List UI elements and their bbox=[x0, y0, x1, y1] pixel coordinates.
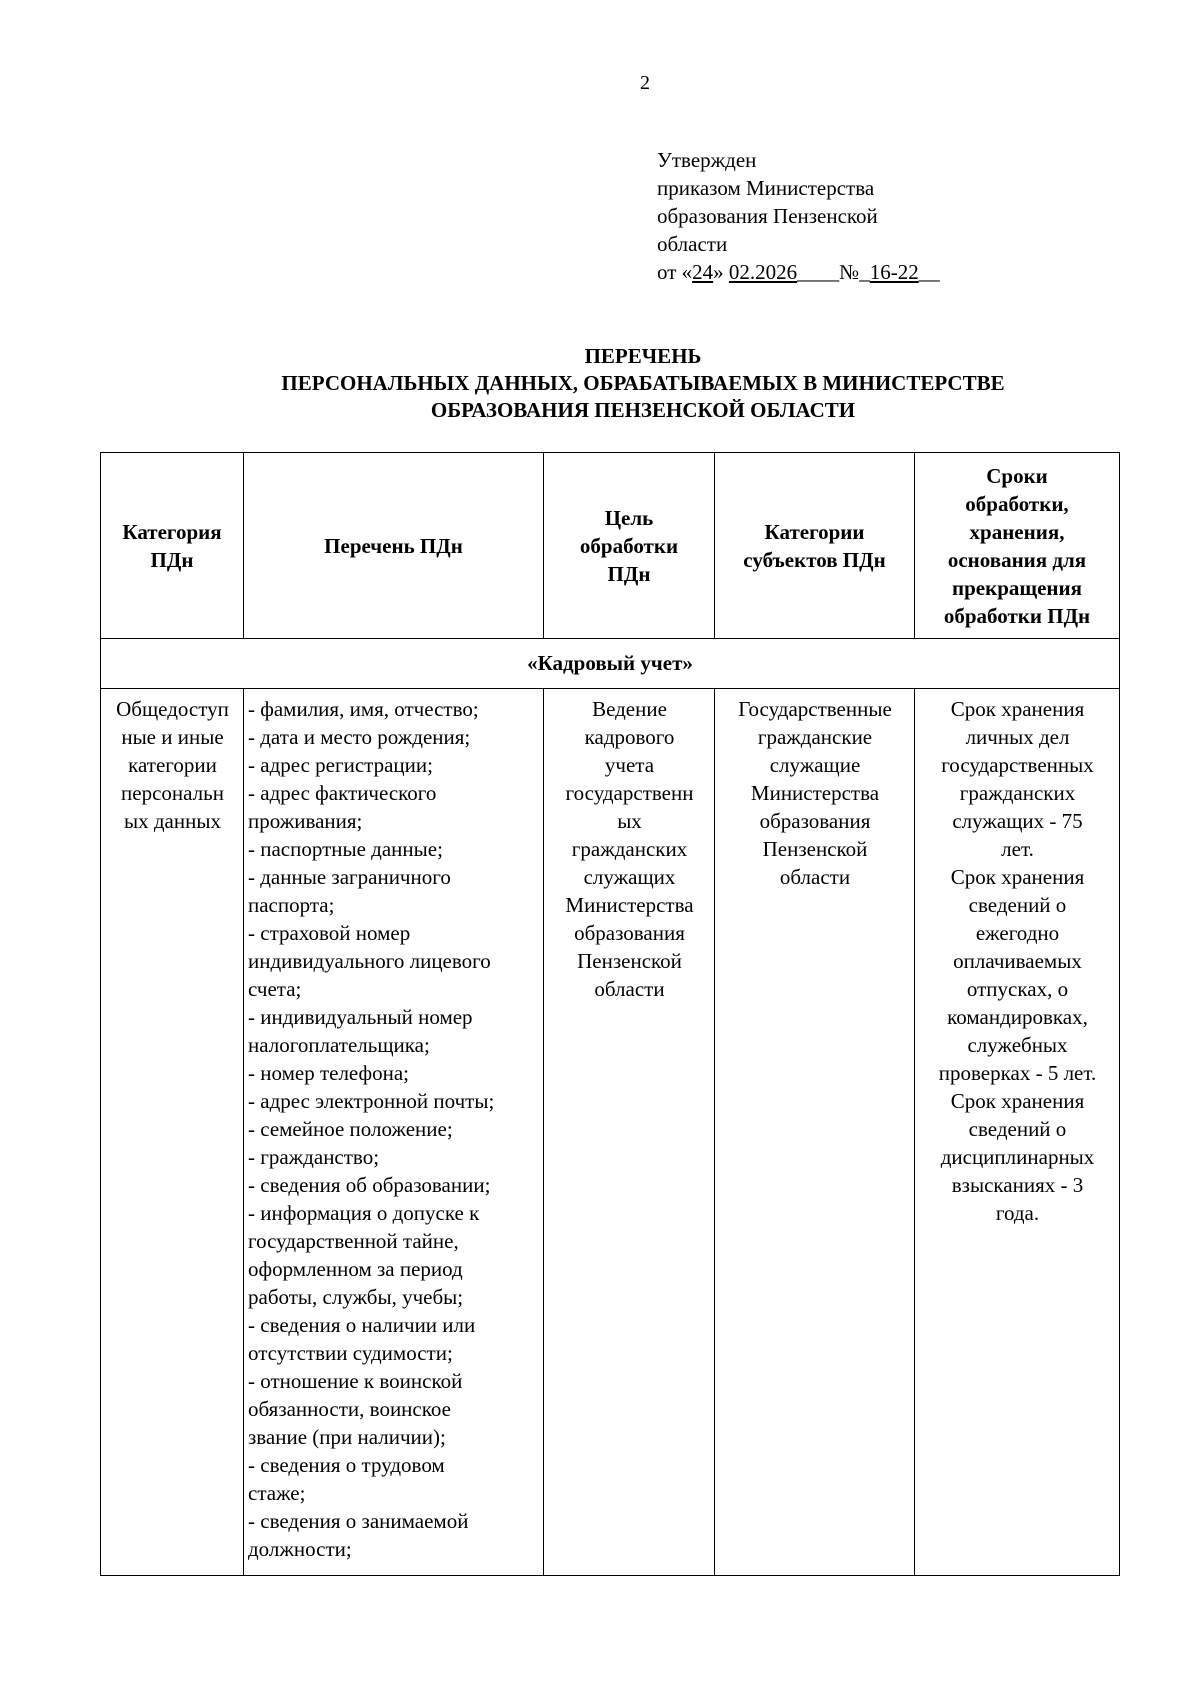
header-subjects bbox=[715, 453, 915, 639]
title-line: ПЕРСОНАЛЬНЫХ ДАННЫХ, ОБРАБАТЫВАЕМЫХ В МИНИСТЕРСТВЕ bbox=[281, 371, 1005, 395]
header-purpose bbox=[544, 453, 715, 639]
text-line: ПДн bbox=[607, 561, 651, 586]
text-line: звание (при наличии); bbox=[248, 1425, 446, 1449]
text-line: Категории bbox=[764, 519, 865, 544]
text-line: ых bbox=[617, 809, 642, 833]
date-month-year: 02.2026 bbox=[728, 260, 798, 284]
text-line: командировках, bbox=[947, 1005, 1088, 1029]
date-day: 24 bbox=[692, 260, 714, 284]
text-line: - фамилия, имя, отчество; bbox=[248, 697, 479, 721]
text-line: отсутствии судимости; bbox=[248, 1341, 453, 1365]
text-line: служебных bbox=[967, 1033, 1068, 1057]
text-line: проживания; bbox=[248, 809, 363, 833]
text-line: - гражданство; bbox=[248, 1145, 380, 1169]
cell-data-list bbox=[244, 689, 544, 1576]
text-line: - адрес фактического bbox=[248, 781, 437, 805]
text-line: хранения, bbox=[969, 519, 1065, 544]
approval-line: приказом Министерства bbox=[657, 176, 875, 200]
text-line: категории bbox=[128, 753, 217, 777]
text-line: паспорта; bbox=[248, 893, 335, 917]
text-line: Цель bbox=[604, 505, 654, 530]
text-line: отпусках, о bbox=[966, 977, 1069, 1001]
text-line: Общедоступ bbox=[116, 697, 229, 721]
text-line: - сведения об образовании; bbox=[248, 1173, 491, 1197]
number-tail: __ bbox=[918, 260, 940, 284]
text-line: сведений о bbox=[968, 893, 1067, 917]
text-line: оформленном за период bbox=[248, 1257, 463, 1281]
text-line: служащих - 75 bbox=[952, 809, 1083, 833]
text-line: области bbox=[779, 865, 851, 889]
text-line: персональн bbox=[121, 781, 224, 805]
text-line: Министерства bbox=[750, 781, 880, 805]
text-line: Сроки bbox=[986, 463, 1048, 488]
text-line: - индивидуальный номер bbox=[248, 1005, 473, 1029]
text-line: ежегодно bbox=[975, 921, 1060, 945]
text-line: счета; bbox=[248, 977, 302, 1001]
text-line: - адрес регистрации; bbox=[248, 753, 433, 777]
text-line: - данные заграничного bbox=[248, 865, 451, 889]
number-gap: ____№_ bbox=[797, 260, 870, 284]
header-list bbox=[244, 453, 544, 639]
text-line: - сведения о занимаемой bbox=[248, 1509, 469, 1533]
text-line: Министерства bbox=[565, 893, 694, 917]
text-line: сведений о bbox=[968, 1117, 1067, 1141]
text-line: - отношение к воинской bbox=[248, 1369, 463, 1393]
text-line: - паспортные данные; bbox=[248, 837, 443, 861]
text-line: служащих bbox=[583, 865, 676, 889]
date-prefix: от « bbox=[657, 260, 693, 284]
text-line: оплачиваемых bbox=[953, 949, 1082, 973]
approval-date-line bbox=[657, 258, 940, 286]
header-row bbox=[101, 453, 1120, 639]
section-title: «Кадровый учет» bbox=[101, 639, 1120, 689]
text-line: гражданских bbox=[959, 781, 1076, 805]
text-line: - номер телефона; bbox=[248, 1061, 409, 1085]
text-line: образования bbox=[574, 921, 685, 945]
text-line: гражданских bbox=[571, 837, 688, 861]
text-line: государственн bbox=[565, 781, 694, 805]
text-line: Срок хранения bbox=[950, 865, 1085, 889]
text-line: области bbox=[594, 977, 665, 1001]
text-line: ых данных bbox=[124, 809, 221, 833]
order-number: 16-22 bbox=[869, 260, 919, 284]
text-line: Категория bbox=[122, 519, 222, 544]
table-row bbox=[101, 689, 1120, 1576]
title-line: ОБРАЗОВАНИЯ ПЕНЗЕНСКОЙ ОБЛАСТИ bbox=[430, 398, 856, 422]
text-line: кадрового bbox=[584, 725, 675, 749]
text-line: Перечень ПДн bbox=[324, 533, 463, 558]
text-line: учета bbox=[604, 753, 655, 777]
text-line: - сведения о трудовом bbox=[248, 1453, 445, 1477]
text-line: Пензенской bbox=[577, 949, 682, 973]
title-line: ПЕРЕЧЕНЬ bbox=[584, 344, 702, 368]
text-line: - семейное положение; bbox=[248, 1117, 453, 1141]
cell-terms bbox=[915, 689, 1120, 1576]
text-line: Пензенской bbox=[762, 837, 868, 861]
text-line: обработки ПДн bbox=[943, 603, 1091, 628]
text-line: должности; bbox=[248, 1537, 352, 1561]
text-line: Срок хранения bbox=[950, 697, 1085, 721]
document-title bbox=[100, 343, 1186, 424]
text-line: взысканиях - 3 bbox=[951, 1173, 1084, 1197]
text-line: - дата и место рождения; bbox=[248, 725, 471, 749]
text-line: государственных bbox=[941, 753, 1094, 777]
text-line: образования bbox=[759, 809, 871, 833]
text-line: служащие bbox=[769, 753, 861, 777]
date-mid: » bbox=[713, 260, 729, 284]
text-line: ПДн bbox=[150, 547, 194, 572]
text-line: обработки, bbox=[965, 491, 1069, 516]
cell-subjects bbox=[715, 689, 915, 1576]
cell-purpose bbox=[544, 689, 715, 1576]
approval-line: области bbox=[657, 232, 728, 256]
text-line: гражданские bbox=[757, 725, 873, 749]
cell-category bbox=[101, 689, 244, 1576]
text-line: индивидуального лицевого bbox=[248, 949, 491, 973]
text-line: лет. bbox=[1001, 837, 1034, 861]
approval-block bbox=[657, 146, 940, 286]
text-line: - сведения о наличии или bbox=[248, 1313, 476, 1337]
text-line: основания для bbox=[947, 547, 1087, 572]
text-line: государственной тайне, bbox=[248, 1229, 459, 1253]
text-line: - адрес электронной почты; bbox=[248, 1089, 495, 1113]
text-line: Срок хранения bbox=[950, 1089, 1085, 1113]
text-line: - информация о допуске к bbox=[248, 1201, 480, 1225]
personal-data-table bbox=[100, 452, 1120, 1576]
section-row bbox=[101, 639, 1120, 689]
text-line: - страховой номер bbox=[248, 921, 411, 945]
text-line: обработки bbox=[579, 533, 679, 558]
text-line: Ведение bbox=[592, 697, 667, 721]
text-line: работы, службы, учебы; bbox=[248, 1285, 464, 1309]
text-line: субъектов ПДн bbox=[743, 547, 886, 572]
header-terms bbox=[915, 453, 1120, 639]
text-line: стаже; bbox=[248, 1481, 306, 1505]
text-line: личных дел bbox=[965, 725, 1070, 749]
approval-line: Утвержден bbox=[657, 148, 757, 172]
text-line: налогоплательщика; bbox=[248, 1033, 430, 1057]
page-number: 2 bbox=[640, 72, 650, 94]
text-line: проверках - 5 лет. bbox=[938, 1061, 1097, 1085]
text-line: ные и иные bbox=[121, 725, 224, 749]
header-category bbox=[101, 453, 244, 639]
text-line: Государственные bbox=[738, 697, 892, 721]
approval-line: образования Пензенской bbox=[657, 204, 878, 228]
text-line: прекращения bbox=[952, 575, 1082, 600]
text-line: обязанности, воинское bbox=[248, 1397, 451, 1421]
text-line: дисциплинарных bbox=[940, 1145, 1095, 1169]
text-line: года. bbox=[995, 1201, 1040, 1225]
